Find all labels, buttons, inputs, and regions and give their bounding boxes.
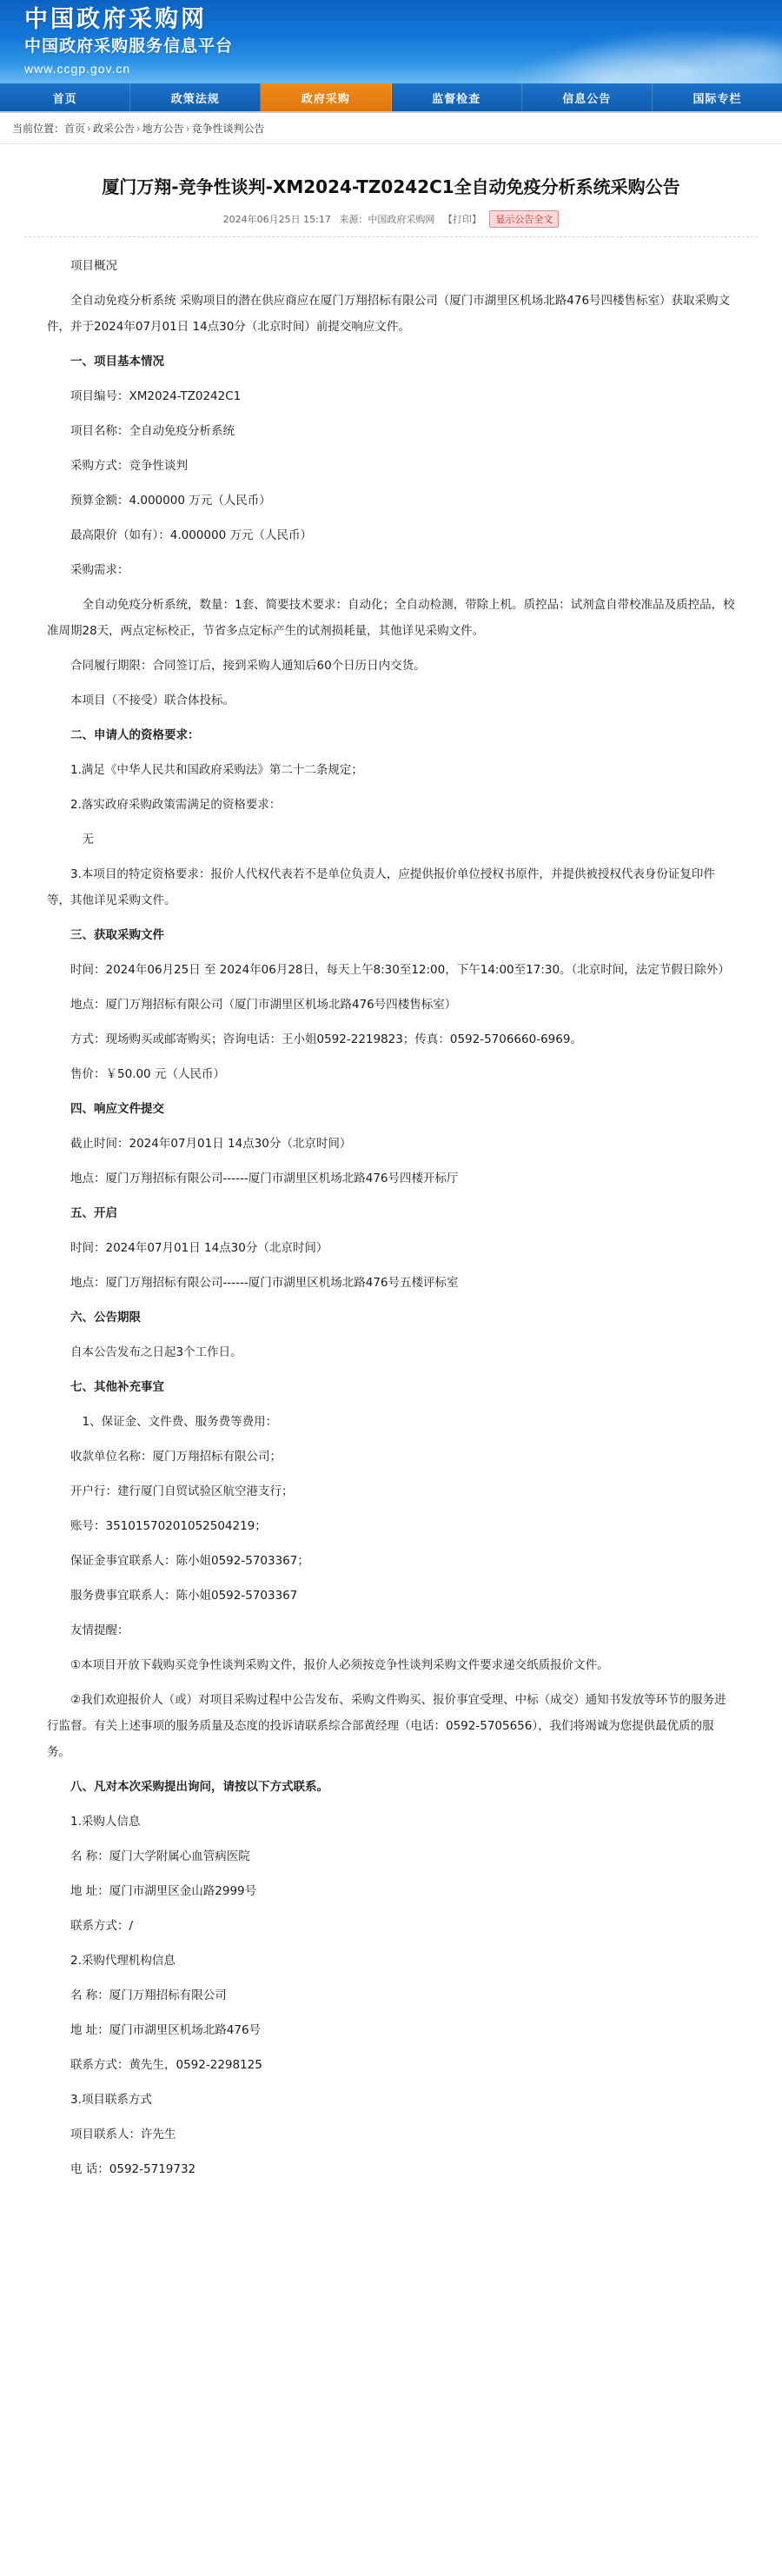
publish-date: 2024年06月25日 15:17 — [222, 214, 331, 225]
deposit-contact: 保证金事宜联系人：陈小姐0592-5703367； — [70, 1554, 309, 1568]
notice-period: 自本公告发布之日起3个工作日。 — [70, 1345, 242, 1359]
section-5-title: 五、开启 — [70, 1206, 117, 1220]
qualification-item-1: 1.满足《中华人民共和国政府采购法》第二十二条规定； — [70, 763, 363, 777]
breadcrumb-item-home[interactable]: 首页 — [64, 123, 86, 135]
opening-time: 时间：2024年07月01日 14点30分（北京时间） — [70, 1241, 328, 1255]
project-name: 项目名称：全自动免疫分析系统 — [70, 424, 235, 438]
qualification-item-2-value: 无 — [82, 833, 94, 846]
site-subtitle-cn: 中国政府采购服务信息平台 — [24, 37, 234, 56]
purchaser-name: 名 称：厦门大学附属心血管病医院 — [70, 1849, 250, 1863]
agency-name: 名 称：厦门万翔招标有限公司 — [70, 1988, 227, 2002]
breadcrumb-prefix: 当前位置： — [12, 123, 65, 135]
payee-name: 收款单位名称：厦门万翔招标有限公司； — [70, 1450, 282, 1464]
project-contact-phone: 电 话：0592-5719732 — [70, 2162, 196, 2176]
purchaser-address: 地 址：厦门市湖里区金山路2999号 — [70, 1884, 257, 1898]
breadcrumb-item-current[interactable]: 竞争性谈判公告 — [191, 123, 265, 135]
purchaser-info-title: 1.采购人信息 — [70, 1815, 141, 1829]
friendly-reminder-title: 友情提醒： — [70, 1623, 129, 1637]
section-3-title: 三、获取采购文件 — [70, 928, 164, 942]
service-fee-contact: 服务费事宜联系人：陈小姐0592-5703367 — [70, 1589, 298, 1603]
print-link[interactable]: 【打印】 — [442, 214, 481, 225]
site-banner — [0, 0, 782, 83]
article-body — [24, 253, 758, 2182]
project-contact-person: 项目联系人：许先生 — [70, 2128, 176, 2141]
max-price: 最高限价（如有）：4.000000 万元（人民币） — [70, 528, 312, 542]
breadcrumb — [0, 113, 782, 144]
section-2-title: 二、申请人的资格要求： — [70, 728, 200, 742]
friendly-reminder-1: ①本项目开放下载购买竞争性谈判采购文件，报价人必须按竞争性谈判采购文件要求递交纸质报价文件。 — [70, 1658, 609, 1672]
breadcrumb-separator: › — [136, 123, 141, 135]
obtain-place: 地点：厦门万翔招标有限公司（厦门市湖里区机场北路476号四楼售标室） — [70, 998, 457, 1012]
breadcrumb-item-notices[interactable]: 政采公告 — [92, 123, 135, 135]
site-url: www.ccgp.gov.cn — [24, 62, 131, 76]
purchaser-contact: 联系方式：/ — [70, 1919, 134, 1933]
section-1-title: 一、项目基本情况 — [70, 355, 164, 368]
consortium-note: 本项目（不接受）联合体投标。 — [70, 694, 235, 707]
section-8-title: 八、凡对本次采购提出询问，请按以下方式联系。 — [70, 1780, 328, 1794]
agency-contact: 联系方式：黄先生，0592-2298125 — [70, 2058, 262, 2072]
nav-item-international[interactable]: 国际专栏 — [693, 92, 742, 106]
agency-info-title: 2.采购代理机构信息 — [70, 1954, 176, 1968]
document-price: 售价：￥50.00 元（人民币） — [70, 1067, 225, 1081]
status-badge[interactable]: 显示公告全文 — [489, 210, 559, 228]
opening-place: 地点：厦门万翔招标有限公司------厦门市湖里区机场北路476号五楼评标室 — [70, 1276, 459, 1290]
procurement-method: 采购方式：竞争性谈判 — [70, 459, 188, 473]
budget-amount: 预算金额：4.000000 万元（人民币） — [70, 494, 271, 508]
qualification-item-2: 2.落实政府采购政策需满足的资格要求： — [70, 798, 282, 812]
section-overview-text: 全自动免疫分析系统 采购项目的潜在供应商应在厦门万翔招标有限公司（厦门市湖里区机场北路476号四楼售标室）获取采购文件，并于2024年07月01日 14点30分（北京时间）前提交响应文件。 — [47, 294, 731, 334]
demand-title: 采购需求： — [70, 563, 129, 577]
section-6-title: 六、公告期限 — [70, 1311, 141, 1325]
nav-item-procurement[interactable]: 政府采购 — [261, 83, 391, 111]
submission-place: 地点：厦门万翔招标有限公司------厦门市湖里区机场北路476号四楼开标厅 — [70, 1172, 459, 1185]
obtain-method: 方式：现场购买或邮寄购买；咨询电话：王小姐0592-2219823；传真：0592-5706660-6969。 — [70, 1032, 582, 1046]
contract-period: 合同履行期限：合同签订后，接到采购人通知后60个日历日内交货。 — [70, 659, 426, 673]
breadcrumb-item-local[interactable]: 地方公告 — [142, 123, 184, 135]
fees-title: 1、保证金、文件费、服务费等费用： — [82, 1415, 278, 1429]
friendly-reminder-2: ②我们欢迎报价人（或）对项目采购过程中公告发布、采购文件购买、报价事宜受理、中标（成交）通知书发放等环节的服务进行监督。有关上述事项的服务质量及态度的投诉请联系综合部黄经理（电话：0592-5705656），我们将竭诚为您提供最优质的服务。 — [47, 1693, 726, 1759]
qualification-item-3: 3.本项目的特定资格要求：报价人代权代表若不是单位负责人，应提供报价单位授权书原件，并提供被授权代表身份证复印件等，其他详见采购文件。 — [47, 867, 715, 907]
demand-body: 全自动免疫分析系统，数量：1套、简要技术要求：自动化；全自动检测，带除上机。质控品：试剂盒自带校准品及质控品，校准周期28天，两点定标校正，节省多点定标产生的试剂损耗量，其他详见采购文件。 — [47, 598, 735, 638]
bank-account: 账号：35101570201052504219； — [70, 1519, 267, 1533]
agency-address: 地 址：厦门市湖里区机场北路476号 — [70, 2023, 262, 2037]
obtain-time: 时间：2024年06月25日 至 2024年06月28日，每天上午8:30至12:00，下午14:00至17:30。（北京时间，法定节假日除外） — [70, 963, 730, 977]
project-number: 项目编号：XM2024-TZ0242C1 — [70, 389, 242, 403]
main-nav — [0, 83, 782, 113]
nav-item-home[interactable]: 首页 — [0, 83, 130, 111]
source-label: 来源：中国政府采购网 — [339, 214, 435, 225]
page-title: 厦门万翔-竞争性谈判-XM2024-TZ0242C1全自动免疫分析系统采购公告 — [102, 176, 680, 197]
site-title-cn: 中国政府采购网 — [24, 6, 207, 33]
breadcrumb-separator: › — [185, 123, 190, 135]
section-4-title: 四、响应文件提交 — [70, 1102, 164, 1116]
section-7-title: 七、其他补充事宜 — [70, 1380, 164, 1394]
breadcrumb-separator: › — [87, 123, 91, 135]
article-container — [0, 144, 782, 2226]
project-contact-title: 3.项目联系方式 — [70, 2093, 152, 2107]
article-meta — [24, 210, 758, 237]
submission-deadline: 截止时间：2024年07月01日 14点30分（北京时间） — [70, 1137, 352, 1151]
section-overview-title: 项目概况 — [70, 259, 117, 273]
bank-name: 开户行：建行厦门自贸试验区航空港支行； — [70, 1484, 294, 1498]
nav-item-policy[interactable]: 政策法规 — [130, 83, 261, 111]
nav-item-supervision[interactable]: 监督检查 — [392, 83, 522, 111]
nav-item-announcements[interactable]: 信息公告 — [522, 83, 653, 111]
